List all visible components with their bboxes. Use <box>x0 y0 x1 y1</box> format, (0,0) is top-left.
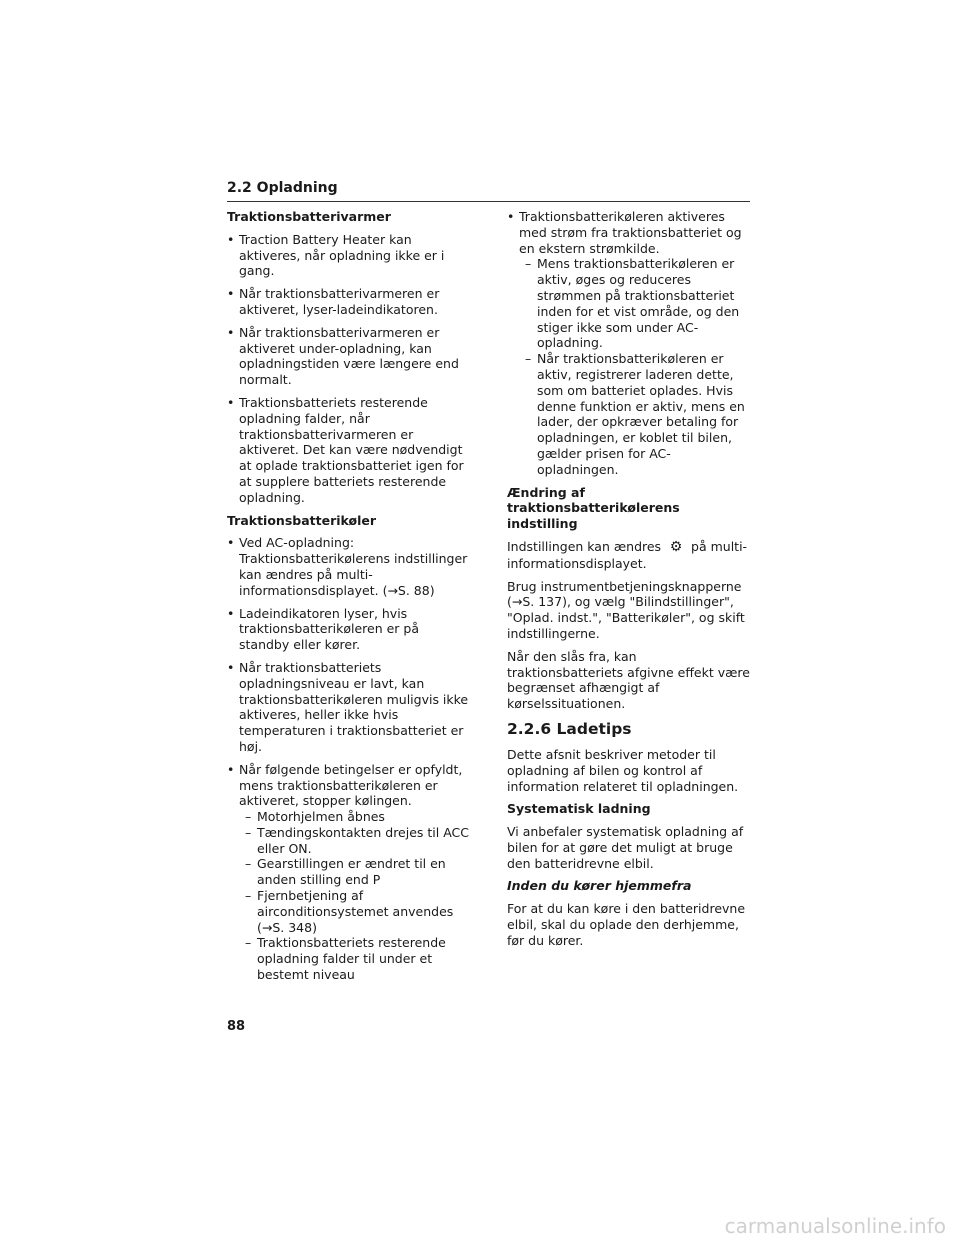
before-leaving-paragraph: For at du kan køre i den batteridrevne elbil, skal du oplade den derhjemme, før du kører. <box>507 901 746 948</box>
list-item: • Når traktionsbatteriets opladningsniveau er lavt, kan traktionsbatterikøleren muligvis ikke aktiveres, heller ikke hvis temperaturen i traktionsbatteriet er høj. <box>227 660 472 755</box>
sub-item: – Fjernbetjening af airconditionsystemet anvendes (→S. 348) <box>245 888 472 935</box>
right-column <box>507 209 752 956</box>
power-list <box>507 209 752 478</box>
list-item: • Når traktionsbatterivarmeren er aktiveret, lyser-ladeindikatoren. <box>227 286 472 318</box>
change-text-before: Indstillingen kan ændres <box>507 538 662 554</box>
list-item: • Ved AC-opladning: Traktionsbatterikølerens indstillinger kan ændres på multi-informationsdisplayet. (→S. 88) <box>227 535 472 598</box>
list-item: • Når traktionsbatterivarmeren er aktiveret under-opladning, kan opladningstiden være længere end normalt. <box>227 325 472 388</box>
change-text-after: på multi-informationsdisplayet. <box>507 538 748 571</box>
sub-item: – Når traktionsbatterikøleren er aktiv, registrerer laderen dette, som om batteriet oplades. Hvis denne funktion er aktiv, mens en lader, der opkræver betaling for opladningen, er koblet til bilen, gælder prisen for AC-opladningen. <box>525 351 752 477</box>
before-leaving-heading: Inden du kører hjemmefra <box>507 878 692 894</box>
power-sub-list <box>519 256 752 477</box>
tips-intro-paragraph: Dette afsnit beskriver metoder til opladning af bilen og kontrol af information relateret til opladningen. <box>507 746 739 794</box>
sub-item: – Tændingskontakten drejes til ACC eller ON. <box>245 825 472 857</box>
watermark: carmanualsonline.info <box>724 1214 946 1238</box>
list-item: • Traktionsbatteriets resterende opladning falder, når traktionsbatterivarmeren er aktiveret. Det kan være nødvendigt at oplade traktionsbatteriet igen for at supplere batteriets resterende opladning. <box>227 395 472 506</box>
power-bullet-text: Traktionsbatterikøleren aktiveres med strøm fra traktionsbatteriet og en ekstern strømkilde. <box>519 209 742 256</box>
cooler-heading: Traktionsbatterikøler <box>227 512 377 528</box>
sub-item: – Motorhjelmen åbnes <box>245 809 472 825</box>
systematic-charging-heading: Systematisk ladning <box>507 801 651 817</box>
page-number: 88 <box>227 1019 246 1034</box>
sub-item: – Traktionsbatteriets resterende opladning falder til under et bestemt niveau <box>245 935 472 982</box>
cooler-list <box>227 535 472 983</box>
stop-conditions-list <box>239 809 472 983</box>
charging-tips-heading: 2.2.6 Ladetips <box>507 719 632 738</box>
change-setting-heading: Ændring af traktionsbatterikølerens indstilling <box>507 484 680 532</box>
heater-heading: Traktionsbatterivarmer <box>227 209 391 224</box>
stop-bullet-text: Når følgende betingelser er opfyldt, mens traktionsbatterikøleren er aktiveret, stopper kølingen. <box>239 761 463 809</box>
disabled-effect-paragraph: Når den slås fra, kan traktionsbatteriets afgivne effekt være begrænset afhængigt af kørselssituationen. <box>507 648 750 712</box>
left-column <box>227 209 472 990</box>
heater-list <box>227 232 472 506</box>
gear-icon: ⚙ <box>669 538 683 555</box>
instrument-buttons-paragraph: Brug instrumentbetjeningsknapperne (→S. 137), og vælg "Bilindstillinger", "Oplad. indst.", "Batterikøler", og skift indstillingerne. <box>507 578 745 641</box>
list-item-stop-conditions <box>227 762 472 983</box>
systematic-charging-paragraph: Vi anbefaler systematisk opladning af bilen for at gøre det muligt at bruge den batteridrevne elbil. <box>507 824 744 871</box>
list-item: • Traction Battery Heater kan aktiveres, når opladning ikke er i gang. <box>227 232 472 279</box>
change-setting-paragraph <box>507 539 752 572</box>
sub-item: – Mens traktionsbatterikøleren er aktiv, øges og reduceres strømmen på traktionsbatteriet inden for et vist område, og den stiger ikke som under AC-opladning. <box>525 256 752 351</box>
list-item: • Ladeindikatoren lyser, hvis traktionsbatterikøleren er på standby eller kører. <box>227 606 472 653</box>
sub-item: – Gearstillingen er ændret til en anden stilling end P <box>245 856 472 888</box>
list-item-power <box>507 209 752 478</box>
section-header: 2.2 Opladning <box>227 180 750 202</box>
